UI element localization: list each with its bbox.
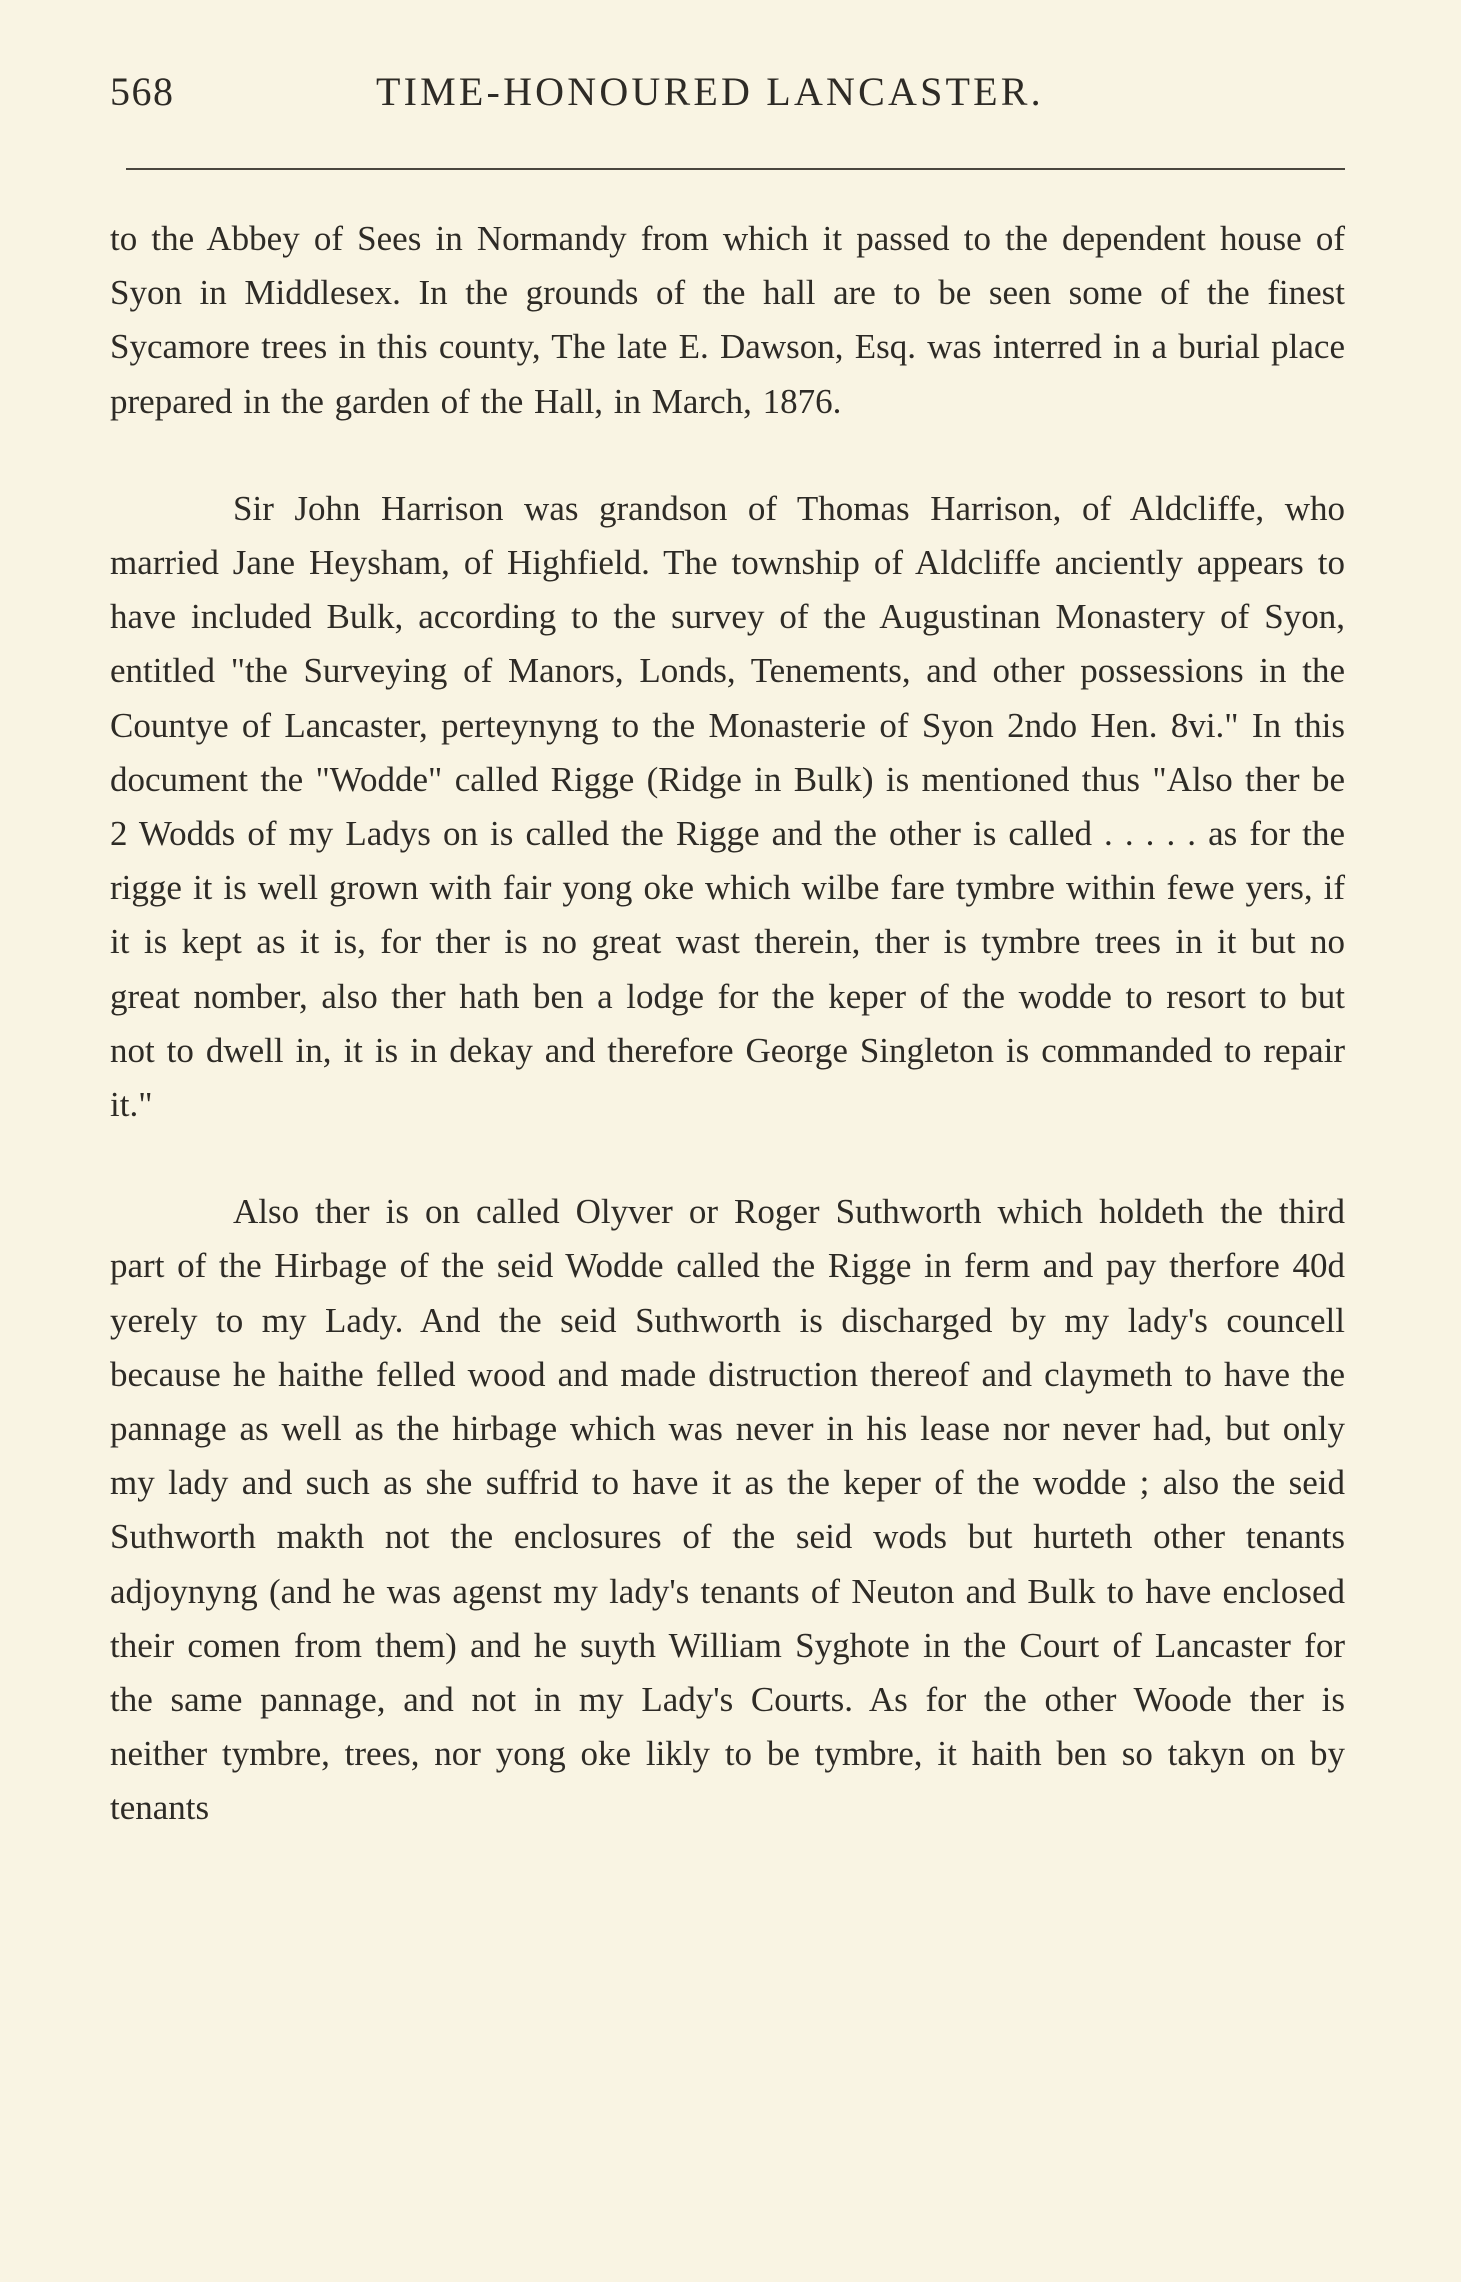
paragraph-continuation: to the Abbey of Sees in Normandy from which it passed to the dependent house of Syon in Middlesex. In the grounds of the hall are to be seen some of the finest Sycamore trees in this county, The late E. Dawson, Esq. was interred in a burial place prepared in the garden of the Hall, in March, 1876. — [110, 219, 1345, 421]
paragraph-suthworth: Also ther is on called Olyver or Roger Suthworth which holdeth the third part of the Hirbage of the seid Wodde called the Rigge in ferm and pay therfore 40d yerely to my Lady. And the seid Suthworth is discharged by my lady's councell because he haithe felled wood and made distruction thereof and claymeth to have the pannage as well as the hirbage which was never in his lease nor never had, but only my lady and such as she suffrid to have it as the keper of the wodde ; also the seid Suthworth makth not the enclosures of the seid wods but hurteth other tenants adjoynyng (and he was agenst my lady's tenants of Neuton and Bulk to have enclosed their comen from them) and he suyth William Syghote in the Court of Lancaster for the same pannage, and not in my Lady's Courts. As for the other Woode ther is neither tymbre, trees, nor yong oke likly to be tymbre, it haith ben so takyn on by tenants — [110, 1192, 1345, 1828]
page-header — [110, 62, 1350, 122]
running-title: TIME-HONOURED LANCASTER. — [376, 69, 1044, 114]
page-number: 568 — [110, 69, 175, 114]
body-text — [110, 212, 1345, 1836]
paragraph-harrison: Sir John Harrison was grandson of Thomas Harrison, of Aldcliffe, who married Jane Heysham, of Highfield. The township of Aldcliffe anciently appears to have included Bulk, according to the survey of the Augustinan Monastery of Syon, entitled "the Surveying of Manors, Londs, Tenements, and other possessions in the Countye of Lancaster, perteynyng to the Monasterie of Syon 2ndo Hen. 8vi." In this document the "Wodde" called Rigge (Ridge in Bulk) is mentioned thus "Also ther be 2 Wodds of my Ladys on is called the Rigge and the other is called . . . . . as for the rigge it is well grown with fair yong oke which wilbe fare tymbre within fewe yers, if it is kept as it is, for ther is no great wast therein, ther is tymbre trees in it but no great nomber, also ther hath ben a lodge for the keper of the wodde to resort to but not to dwell in, it is in dekay and therefore George Singleton is commanded to repair it." — [110, 488, 1345, 1125]
header-rule — [126, 168, 1345, 170]
